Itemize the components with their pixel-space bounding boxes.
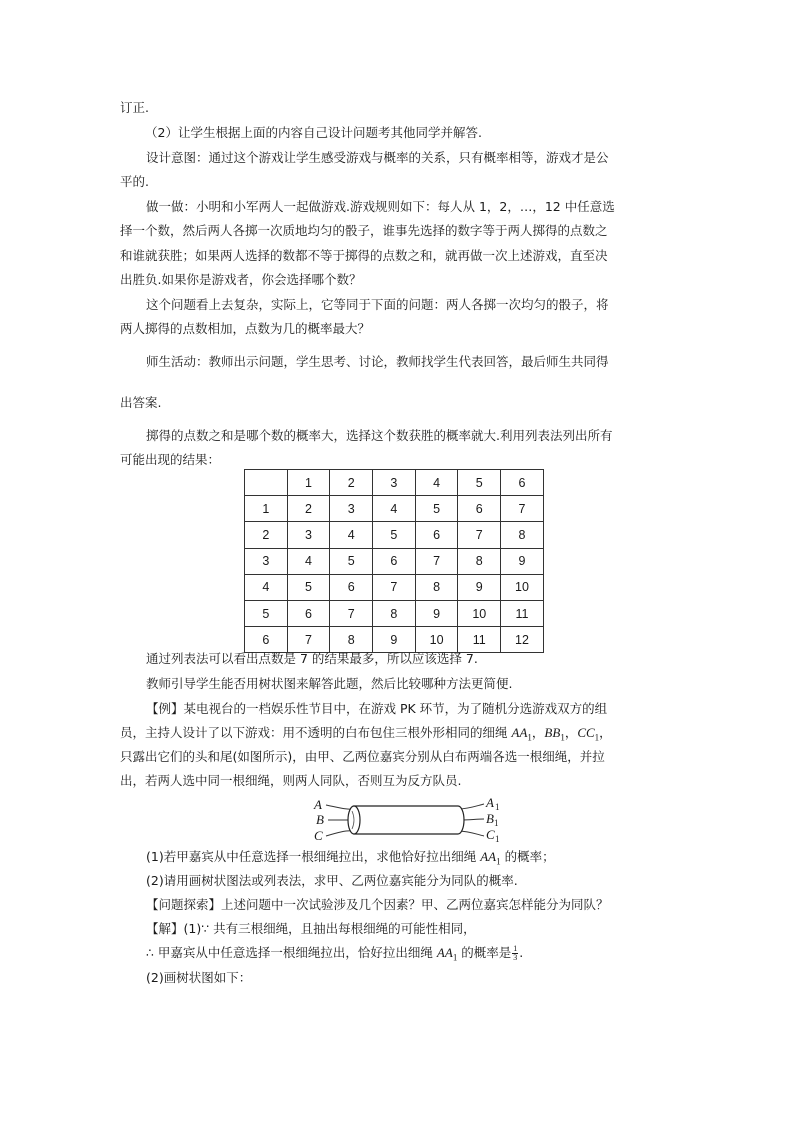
table-cell: 6 <box>501 470 544 496</box>
math-expression: $AA_1$ <box>511 725 532 743</box>
paragraph-line: 平的. <box>120 174 149 189</box>
table-cell: 4 <box>373 496 416 522</box>
table-cell <box>245 470 288 496</box>
table-row <box>245 627 544 653</box>
table-cell: 12 <box>501 627 544 653</box>
table-cell: 9 <box>458 574 501 600</box>
table-cell: 9 <box>501 548 544 574</box>
table-cell: 3 <box>330 496 373 522</box>
table-cell: 5 <box>245 600 288 626</box>
rope-label-left: C <box>314 828 323 843</box>
table-cell: 3 <box>245 548 288 574</box>
table-cell: 6 <box>287 600 330 626</box>
table-cell: 6 <box>458 496 501 522</box>
paragraph-line: (2)画树状图如下： <box>146 970 252 985</box>
table-cell: 4 <box>287 548 330 574</box>
rope-label-right: B <box>486 811 494 826</box>
table-cell: 5 <box>458 470 501 496</box>
table-row <box>245 548 544 574</box>
paragraph-line: 师生活动：教师出示问题，学生思考、讨论，教师找学生代表回答，最后师生共同得 <box>146 354 609 369</box>
paragraph-line <box>120 725 612 746</box>
paragraph-line: 出胜负.如果你是游戏者，你会选择哪个数？ <box>120 272 362 287</box>
table-cell: 10 <box>458 600 501 626</box>
table-cell: 8 <box>373 600 416 626</box>
table-row <box>245 496 544 522</box>
table-cell: 9 <box>373 627 416 653</box>
paragraph-line: 教师引导学生能否用树状图来解答此题，然后比较哪种方法更简便. <box>146 676 513 691</box>
table-cell: 6 <box>415 522 458 548</box>
table-cell: 7 <box>373 574 416 600</box>
rope-label-subscript: 1 <box>495 802 500 812</box>
paragraph-line: 做一做：小明和小军两人一起做游戏.游戏规则如下：每人从 1，2，…，12 中任意选 <box>146 199 615 214</box>
text-run: (1)若甲嘉宾从中任意选择一根细绳拉出，求他恰好拉出细绳 <box>146 849 481 864</box>
math-expression: $AA_1$ <box>480 849 501 867</box>
paragraph-line: 择一个数，然后两人各掷一次质地均匀的骰子，谁事先选择的数字等于两人掷得的点数之 <box>120 223 608 238</box>
text-run: ， <box>599 725 612 740</box>
paragraph-line: 和谁就获胜；如果两人选择的数都不等于掷得的点数之和，就再做一次上述游戏，直至决 <box>120 248 608 263</box>
paragraph-line: 通过列表法可以看出点数是 7 的结果最多，所以应该选择 7. <box>146 651 478 666</box>
table-cell: 5 <box>373 522 416 548</box>
table-row <box>245 522 544 548</box>
table-cell: 2 <box>330 470 373 496</box>
paragraph-line: 【解】(1)∵ 共有三根细绳，且抽出每根细绳的可能性相同， <box>146 921 476 936</box>
rope-figure <box>312 797 508 843</box>
text-run: 的概率； <box>500 849 555 864</box>
paragraph-line: 只露出它们的头和尾(如图所示)，由甲、乙两位嘉宾分别从白布两端各选一根细绳，并拉 <box>120 749 605 764</box>
table-cell: 5 <box>415 496 458 522</box>
rope-label-right: A <box>486 797 494 810</box>
text-run: . <box>519 945 524 960</box>
rope-label-subscript: 1 <box>494 818 499 828</box>
rope-label-right: C <box>486 827 495 842</box>
text-run: 的概率是 <box>457 945 512 960</box>
rope-label-subscript: 1 <box>495 834 500 843</box>
table-cell: 10 <box>415 627 458 653</box>
table-cell: 7 <box>501 496 544 522</box>
paragraph-line: 这个问题看上去复杂，实际上，它等同于下面的问题：两人各掷一次均匀的骰子，将 <box>146 297 609 312</box>
dice-sum-table <box>244 469 544 653</box>
rope-label-left: A <box>314 797 322 812</box>
table-cell: 4 <box>330 522 373 548</box>
table-cell: 1 <box>287 470 330 496</box>
table-cell: 2 <box>287 496 330 522</box>
table-cell: 5 <box>330 548 373 574</box>
paragraph-line: 掷得的点数之和是哪个数的概率大，选择这个数获胜的概率就大.利用列表法列出所有 <box>146 428 613 443</box>
table-cell: 6 <box>330 574 373 600</box>
table-cell: 6 <box>373 548 416 574</box>
table-cell: 4 <box>415 470 458 496</box>
table-header-row <box>245 470 544 496</box>
table-cell: 3 <box>287 522 330 548</box>
table-cell: 11 <box>501 600 544 626</box>
table-cell: 7 <box>415 548 458 574</box>
paragraph-line <box>146 945 523 966</box>
table-cell: 8 <box>458 548 501 574</box>
text-run: 员，主持人设计了以下游戏：用不透明的白布包住三根外形相同的细绳 <box>120 725 512 740</box>
paragraph-line: 设计意图：通过这个游戏让学生感受游戏与概率的关系，只有概率相等，游戏才是公 <box>146 150 609 165</box>
table-cell: 9 <box>415 600 458 626</box>
table-cell: 8 <box>501 522 544 548</box>
text-run: ∴ 甲嘉宾从中任意选择一根细绳拉出，恰好拉出细绳 <box>146 945 437 960</box>
paragraph-line: （2）让学生根据上面的内容自己设计问题考其他同学并解答. <box>145 125 482 140</box>
paragraph-line: 【例】某电视台的一档娱乐性节目中，在游戏 PK 环节，为了随机分选游戏双方的组 <box>146 701 608 716</box>
paragraph-line: 可能出现的结果： <box>120 452 221 467</box>
paragraph-line <box>146 849 555 870</box>
paragraph-line: 【问题探索】上述问题中一次试验涉及几个因素？甲、乙两位嘉宾怎样能分为同队？ <box>146 897 609 912</box>
table-cell: 1 <box>245 496 288 522</box>
table-cell: 10 <box>501 574 544 600</box>
table-cell: 4 <box>245 574 288 600</box>
rope-label-left: B <box>316 812 324 827</box>
table-cell: 6 <box>245 627 288 653</box>
text-run: ， <box>531 725 545 740</box>
math-expression: $CC_1$ <box>577 725 600 743</box>
table-cell: 5 <box>287 574 330 600</box>
paragraph-line: (2)请用画树状图法或列表法，求甲、乙两位嘉宾能分为同队的概率. <box>146 873 518 888</box>
paragraph-line: 出，若两人选中同一根细绳，则两人同队，否则互为反方队员. <box>120 773 462 788</box>
math-expression: $BB_1$ <box>544 725 565 743</box>
table-cell: 7 <box>287 627 330 653</box>
table-cell: 7 <box>458 522 501 548</box>
cloth-tube <box>354 806 464 834</box>
paragraph-line: 两人掷得的点数相加，点数为几的概率最大？ <box>120 321 371 336</box>
fraction: $\frac{1}{3}$ <box>513 944 518 962</box>
table-cell: 3 <box>373 470 416 496</box>
math-expression: $AA_1$ <box>436 945 458 963</box>
table-cell: 8 <box>415 574 458 600</box>
table-row <box>245 600 544 626</box>
paragraph-line: 订正. <box>120 100 149 115</box>
table-cell: 11 <box>458 627 501 653</box>
table-cell: 7 <box>330 600 373 626</box>
table-cell: 2 <box>245 522 288 548</box>
table-row <box>245 574 544 600</box>
table-cell: 8 <box>330 627 373 653</box>
paragraph-line: 出答案. <box>120 395 162 410</box>
text-run: ， <box>564 725 578 740</box>
